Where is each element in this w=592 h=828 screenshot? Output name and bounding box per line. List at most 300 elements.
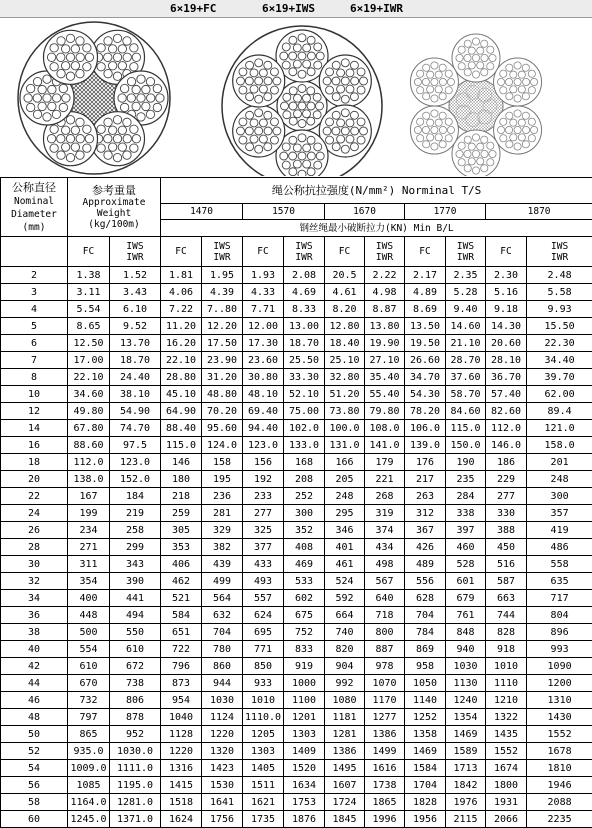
- table-cell: 48.10: [243, 386, 284, 403]
- table-cell: 499: [202, 573, 243, 590]
- title-bar: [0, 0, 592, 18]
- table-cell: 18.40: [325, 335, 365, 352]
- table-cell: 69.40: [243, 403, 284, 420]
- table-cell: 374: [365, 522, 405, 539]
- weight-header: [68, 178, 161, 237]
- table-cell: 554: [68, 641, 110, 658]
- table-cell: 1030.0: [110, 743, 161, 760]
- table-cell: 1641: [202, 794, 243, 811]
- table-row: [1, 386, 592, 403]
- table-cell: 156: [243, 454, 284, 471]
- table-cell: 601: [446, 573, 486, 590]
- table-cell: 761: [446, 607, 486, 624]
- table-cell: 397: [446, 522, 486, 539]
- table-cell: 56: [1, 777, 68, 794]
- table-cell: 1110: [486, 675, 527, 692]
- table-cell: 70.20: [202, 403, 243, 420]
- table-cell: 219: [110, 505, 161, 522]
- table-cell: 952: [110, 726, 161, 743]
- table-cell: 13.50: [405, 318, 446, 335]
- table-cell: 993: [527, 641, 592, 658]
- table-cell: 82.60: [486, 403, 527, 420]
- table-cell: 800: [365, 624, 405, 641]
- table-cell: 1.52: [110, 267, 161, 284]
- table-cell: 1316: [161, 760, 202, 777]
- table-cell: 12.00: [243, 318, 284, 335]
- table-cell: 954: [161, 692, 202, 709]
- table-cell: 717: [527, 590, 592, 607]
- table-cell: 190: [446, 454, 486, 471]
- table-cell: 1000: [284, 675, 325, 692]
- nd-sub-cell: [1, 237, 68, 267]
- table-cell: 346: [325, 522, 365, 539]
- table-cell: 54: [1, 760, 68, 777]
- table-cell: 419: [527, 522, 592, 539]
- iws-iwr-subheader: [527, 237, 592, 267]
- table-cell: 146.0: [486, 437, 527, 454]
- table-cell: 744: [486, 607, 527, 624]
- table-cell: 494: [110, 607, 161, 624]
- table-cell: 25.10: [325, 352, 365, 369]
- table-cell: 24: [1, 505, 68, 522]
- grade-1570: 1570: [243, 204, 325, 220]
- table-cell: 7.71: [243, 301, 284, 318]
- table-cell: 21.10: [446, 335, 486, 352]
- table-cell: 28.10: [486, 352, 527, 369]
- table-cell: 1678: [527, 743, 592, 760]
- table-cell: 34.60: [68, 386, 110, 403]
- weight-label-3: (kg/100m): [88, 219, 139, 230]
- table-cell: 67.80: [68, 420, 110, 437]
- table-cell: 329: [202, 522, 243, 539]
- table-cell: 17.30: [243, 335, 284, 352]
- weight-label-cn: 参考重量: [92, 184, 136, 197]
- table-cell: 39.70: [527, 369, 592, 386]
- iws-iwr-subheader: [202, 237, 243, 267]
- table-cell: 34.40: [527, 352, 592, 369]
- table-cell: 12: [1, 403, 68, 420]
- table-cell: 5: [1, 318, 68, 335]
- table-cell: 18: [1, 454, 68, 471]
- table-cell: 1423: [202, 760, 243, 777]
- table-cell: 1164.0: [68, 794, 110, 811]
- table-cell: 935.0: [68, 743, 110, 760]
- table-cell: 978: [365, 658, 405, 675]
- table-cell: 469: [284, 556, 325, 573]
- table-cell: 2.35: [446, 267, 486, 284]
- table-cell: 75.00: [284, 403, 325, 420]
- table-cell: 37.60: [446, 369, 486, 386]
- iwr-label: IWR: [457, 252, 474, 263]
- weight-label-2: Weight: [97, 208, 131, 219]
- table-cell: 12.80: [325, 318, 365, 335]
- table-cell: 1050: [405, 675, 446, 692]
- table-cell: 24.40: [110, 369, 161, 386]
- table-cell: 1996: [365, 811, 405, 828]
- table-cell: 89.4: [527, 403, 592, 420]
- grade-1670: 1670: [325, 204, 405, 220]
- table-cell: 1842: [446, 777, 486, 794]
- iwr-label: IWR: [376, 252, 393, 263]
- iws-iwr-subheader: [284, 237, 325, 267]
- table-cell: 533: [284, 573, 325, 590]
- table-cell: 524: [325, 573, 365, 590]
- fc-subheader: FC: [325, 237, 365, 267]
- table-cell: 49.80: [68, 403, 110, 420]
- table-cell: 79.80: [365, 403, 405, 420]
- table-cell: 9.52: [110, 318, 161, 335]
- table-row: [1, 760, 592, 777]
- table-cell: 115.0: [446, 420, 486, 437]
- table-cell: 1518: [161, 794, 202, 811]
- table-cell: 10: [1, 386, 68, 403]
- table-cell: 1277: [365, 709, 405, 726]
- table-cell: 48.80: [202, 386, 243, 403]
- table-cell: 1589: [446, 743, 486, 760]
- table-cell: 992: [325, 675, 365, 692]
- table-cell: 5.58: [527, 284, 592, 301]
- table-cell: 234: [68, 522, 110, 539]
- table-cell: 73.80: [325, 403, 365, 420]
- table-cell: 300: [284, 505, 325, 522]
- table-row: [1, 318, 592, 335]
- table-cell: 1252: [405, 709, 446, 726]
- table-cell: 592: [325, 590, 365, 607]
- table-cell: 32: [1, 573, 68, 590]
- table-cell: 489: [405, 556, 446, 573]
- table-cell: 408: [284, 539, 325, 556]
- table-cell: 1205: [243, 726, 284, 743]
- iws-label: IWS: [457, 241, 474, 252]
- table-cell: 319: [365, 505, 405, 522]
- iws-label: IWS: [376, 241, 393, 252]
- table-row: [1, 692, 592, 709]
- table-cell: 663: [486, 590, 527, 607]
- table-cell: 628: [405, 590, 446, 607]
- table-cell: 1320: [202, 743, 243, 760]
- table-cell: 675: [284, 607, 325, 624]
- table-cell: 248: [527, 471, 592, 488]
- table-cell: 738: [110, 675, 161, 692]
- table-cell: 25.50: [284, 352, 325, 369]
- table-cell: 1415: [161, 777, 202, 794]
- table-cell: 22: [1, 488, 68, 505]
- table-cell: 184: [110, 488, 161, 505]
- table-cell: 500: [68, 624, 110, 641]
- table-cell: 1469: [446, 726, 486, 743]
- table-row: [1, 556, 592, 573]
- table-cell: 26.60: [405, 352, 446, 369]
- table-cell: 166: [325, 454, 365, 471]
- table-cell: 23.60: [243, 352, 284, 369]
- table-cell: 12.20: [202, 318, 243, 335]
- table-row: [1, 437, 592, 454]
- table-cell: 22.10: [161, 352, 202, 369]
- table-cell: 252: [284, 488, 325, 505]
- table-cell: 610: [68, 658, 110, 675]
- table-cell: 64.90: [161, 403, 202, 420]
- table-cell: 45.10: [161, 386, 202, 403]
- table-cell: 896: [527, 624, 592, 641]
- table-cell: 32.80: [325, 369, 365, 386]
- table-cell: 158.0: [527, 437, 592, 454]
- table-cell: 58.70: [446, 386, 486, 403]
- table-row: [1, 301, 592, 318]
- table-row: [1, 794, 592, 811]
- iws-label: IWS: [126, 241, 143, 252]
- table-cell: 2.30: [486, 267, 527, 284]
- table-row: [1, 335, 592, 352]
- table-cell: 780: [202, 641, 243, 658]
- table-cell: 9.93: [527, 301, 592, 318]
- table-cell: 441: [110, 590, 161, 607]
- table-row: [1, 590, 592, 607]
- table-cell: 624: [243, 607, 284, 624]
- table-cell: 2.22: [365, 267, 405, 284]
- table-cell: 1552: [527, 726, 592, 743]
- table-cell: 1430: [527, 709, 592, 726]
- table-cell: 1200: [527, 675, 592, 692]
- table-cell: 168: [284, 454, 325, 471]
- table-cell: 16.20: [161, 335, 202, 352]
- table-cell: 17.50: [202, 335, 243, 352]
- table-body: [1, 267, 592, 828]
- table-row: [1, 488, 592, 505]
- table-cell: 2066: [486, 811, 527, 828]
- table-cell: 201: [527, 454, 592, 471]
- table-cell: 2088: [527, 794, 592, 811]
- table-cell: 52.10: [284, 386, 325, 403]
- rope-iwr-diagram: [410, 34, 541, 176]
- table-cell: 176: [405, 454, 446, 471]
- table-cell: 1281: [325, 726, 365, 743]
- table-cell: 97.5: [110, 437, 161, 454]
- table-cell: 218: [161, 488, 202, 505]
- table-cell: 51.20: [325, 386, 365, 403]
- iws-label: IWS: [551, 241, 568, 252]
- table-cell: 158: [202, 454, 243, 471]
- table-cell: 46: [1, 692, 68, 709]
- table-cell: 208: [284, 471, 325, 488]
- table-row: [1, 471, 592, 488]
- table-cell: 36.70: [486, 369, 527, 386]
- table-cell: 1865: [365, 794, 405, 811]
- table-cell: 5.28: [446, 284, 486, 301]
- table-cell: 878: [110, 709, 161, 726]
- table-cell: 9.18: [486, 301, 527, 318]
- table-row: [1, 624, 592, 641]
- table-cell: 7.22: [161, 301, 202, 318]
- table-cell: 460: [446, 539, 486, 556]
- table-cell: 8.69: [405, 301, 446, 318]
- table-cell: 9.40: [446, 301, 486, 318]
- table-cell: 1140: [405, 692, 446, 709]
- table-cell: 8.65: [68, 318, 110, 335]
- table-cell: 354: [68, 573, 110, 590]
- table-cell: 521: [161, 590, 202, 607]
- table-cell: 796: [161, 658, 202, 675]
- table-cell: 4: [1, 301, 68, 318]
- table-cell: 7: [1, 352, 68, 369]
- table-cell: 804: [527, 607, 592, 624]
- fc-subheader: FC: [161, 237, 202, 267]
- table-cell: 221: [365, 471, 405, 488]
- table-cell: 865: [68, 726, 110, 743]
- table-row: [1, 777, 592, 794]
- table-cell: 1281.0: [110, 794, 161, 811]
- table-cell: 1584: [405, 760, 446, 777]
- table-cell: 584: [161, 607, 202, 624]
- table-cell: 57.40: [486, 386, 527, 403]
- table-cell: 828: [486, 624, 527, 641]
- table-row: [1, 658, 592, 675]
- table-cell: 1358: [405, 726, 446, 743]
- table-cell: 850: [243, 658, 284, 675]
- table-cell: 14.60: [446, 318, 486, 335]
- table-cell: 268: [365, 488, 405, 505]
- table-cell: 2.17: [405, 267, 446, 284]
- table-cell: 670: [68, 675, 110, 692]
- table-row: [1, 522, 592, 539]
- table-cell: 771: [243, 641, 284, 658]
- table-cell: 42: [1, 658, 68, 675]
- fc-subheader: FC: [68, 237, 110, 267]
- table-cell: 919: [284, 658, 325, 675]
- table-cell: 651: [161, 624, 202, 641]
- table-cell: 28: [1, 539, 68, 556]
- table-cell: 426: [405, 539, 446, 556]
- table-cell: 84.60: [446, 403, 486, 420]
- table-row: [1, 675, 592, 692]
- table-cell: 1110.0: [243, 709, 284, 726]
- table-cell: 217: [405, 471, 446, 488]
- table-cell: 28.80: [161, 369, 202, 386]
- table-cell: 131.0: [325, 437, 365, 454]
- table-cell: 8.20: [325, 301, 365, 318]
- table-cell: 493: [243, 573, 284, 590]
- table-cell: 123.0: [110, 454, 161, 471]
- fc-subheader: FC: [405, 237, 446, 267]
- iws-label: IWS: [213, 241, 230, 252]
- rope-spec-table: [0, 177, 592, 828]
- table-cell: 1530: [202, 777, 243, 794]
- table-cell: 1303: [243, 743, 284, 760]
- table-cell: 6.10: [110, 301, 161, 318]
- table-cell: 205: [325, 471, 365, 488]
- table-cell: 6: [1, 335, 68, 352]
- table-cell: 1210: [486, 692, 527, 709]
- table-cell: 450: [486, 539, 527, 556]
- table-cell: 311: [68, 556, 110, 573]
- table-cell: 1170: [365, 692, 405, 709]
- table-cell: 1756: [202, 811, 243, 828]
- table-cell: 400: [68, 590, 110, 607]
- table-cell: 567: [365, 573, 405, 590]
- table-cell: 263: [405, 488, 446, 505]
- table-cell: 904: [325, 658, 365, 675]
- table-cell: 1010: [486, 658, 527, 675]
- table-cell: 186: [486, 454, 527, 471]
- table-cell: 1495: [325, 760, 365, 777]
- table-cell: 860: [202, 658, 243, 675]
- table-cell: 141.0: [365, 437, 405, 454]
- table-cell: 388: [486, 522, 527, 539]
- table-cell: 199: [68, 505, 110, 522]
- table-cell: 12.50: [68, 335, 110, 352]
- grade-1770: 1770: [405, 204, 486, 220]
- table-cell: 1499: [365, 743, 405, 760]
- table-cell: 1100: [284, 692, 325, 709]
- table-cell: 587: [486, 573, 527, 590]
- table-cell: 873: [161, 675, 202, 692]
- table-cell: 31.20: [202, 369, 243, 386]
- table-cell: 564: [202, 590, 243, 607]
- nd-label-cn: 公称直径: [12, 181, 56, 194]
- table-cell: 377: [243, 539, 284, 556]
- strength-title: 绳公称抗拉强度(N/mm²) Norminal T/S: [161, 178, 592, 204]
- table-cell: 1621: [243, 794, 284, 811]
- table-cell: 281: [202, 505, 243, 522]
- table-cell: 556: [405, 573, 446, 590]
- table-row: [1, 505, 592, 522]
- nd-label-1: Nominal: [14, 196, 54, 207]
- table-cell: 486: [527, 539, 592, 556]
- table-cell: 401: [325, 539, 365, 556]
- table-cell: 167: [68, 488, 110, 505]
- table-cell: 312: [405, 505, 446, 522]
- table-cell: 635: [527, 573, 592, 590]
- table-cell: 434: [365, 539, 405, 556]
- table-cell: 1386: [325, 743, 365, 760]
- table-cell: 55.40: [365, 386, 405, 403]
- table-cell: 1405: [243, 760, 284, 777]
- table-cell: 1800: [486, 777, 527, 794]
- table-cell: 18.70: [110, 352, 161, 369]
- table-cell: 22.10: [68, 369, 110, 386]
- table-cell: 806: [110, 692, 161, 709]
- table-cell: 58: [1, 794, 68, 811]
- table-cell: 38: [1, 624, 68, 641]
- table-cell: 179: [365, 454, 405, 471]
- table-cell: 74.70: [110, 420, 161, 437]
- table-cell: 180: [161, 471, 202, 488]
- table-cell: 752: [284, 624, 325, 641]
- table-cell: 20.5: [325, 267, 365, 284]
- table-cell: 1.93: [243, 267, 284, 284]
- table-cell: 1511: [243, 777, 284, 794]
- min-breaking-header: 钢丝绳最小破断拉力(KN) Min B/L: [161, 220, 592, 237]
- table-cell: 557: [243, 590, 284, 607]
- table-cell: 16: [1, 437, 68, 454]
- table-cell: 1201: [284, 709, 325, 726]
- table-cell: 121.0: [527, 420, 592, 437]
- grade-1470: 1470: [161, 204, 243, 220]
- table-cell: 1354: [446, 709, 486, 726]
- table-cell: 1009.0: [68, 760, 110, 777]
- table-cell: 94.40: [243, 420, 284, 437]
- table-cell: 1946: [527, 777, 592, 794]
- table-row: [1, 352, 592, 369]
- table-cell: 1.81: [161, 267, 202, 284]
- table-cell: 40: [1, 641, 68, 658]
- table-cell: 30: [1, 556, 68, 573]
- table-cell: 277: [486, 488, 527, 505]
- table-cell: 944: [202, 675, 243, 692]
- table-cell: 848: [446, 624, 486, 641]
- table-cell: 1220: [161, 743, 202, 760]
- table-cell: 54.90: [110, 403, 161, 420]
- table-cell: 27.10: [365, 352, 405, 369]
